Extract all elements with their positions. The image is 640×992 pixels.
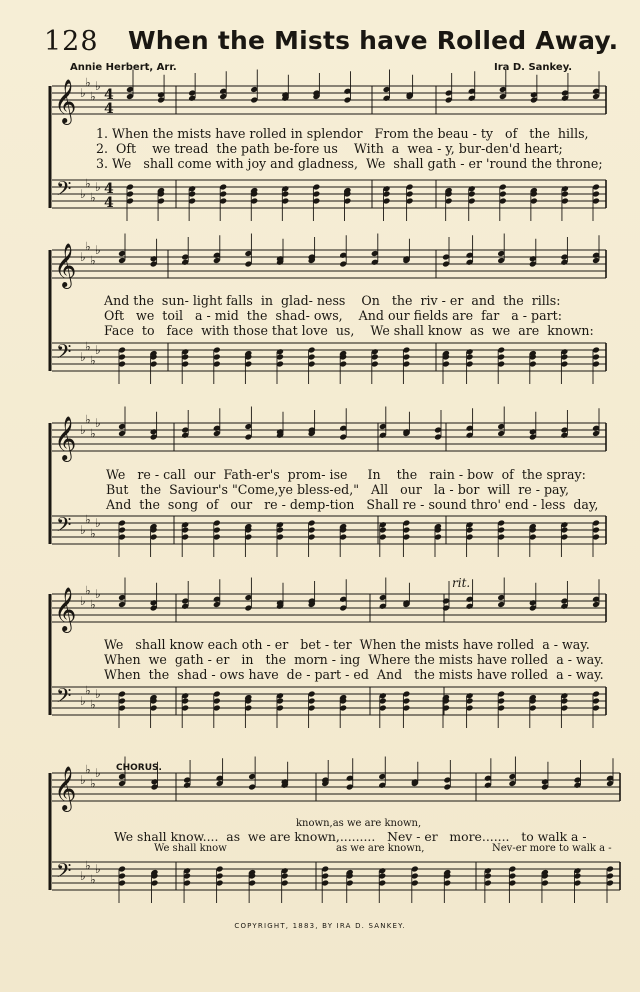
bass-staff — [52, 180, 606, 208]
chorus-alto-lyric: known,as we are known, — [296, 818, 422, 829]
flat-sign: ♭ — [85, 412, 91, 427]
flat-sign: ♭ — [95, 180, 101, 194]
flat-sign: ♭ — [85, 176, 91, 191]
flat-sign: ♭ — [85, 75, 91, 90]
lyric-system3-verse3: And the song of our re - demp-tion Shall re - sound thro' end - less day, — [106, 497, 599, 512]
flat-sign: ♭ — [85, 239, 91, 254]
flat-sign: ♭ — [90, 89, 96, 104]
bass-clef-icon: 𝄢 — [56, 340, 72, 368]
time-signature-digit: 4 — [104, 195, 114, 211]
flat-sign: ♭ — [95, 343, 101, 357]
flat-sign: ♭ — [80, 594, 86, 608]
flat-sign: ♭ — [80, 250, 86, 264]
copyright-notice: COPYRIGHT, 1883, BY IRA D. SANKEY. — [234, 922, 406, 930]
treble-clef-icon: 𝄞 — [54, 766, 77, 810]
flat-sign: ♭ — [90, 697, 96, 712]
flat-sign: ♭ — [85, 512, 91, 527]
lyric-system3-verse2: But the Saviour's "Come,ye bless-ed," All our la - bor will re - pay, — [106, 482, 569, 497]
flat-sign: ♭ — [80, 694, 86, 708]
treble-staff — [52, 423, 606, 451]
time-signature-digit: 4 — [104, 181, 114, 197]
flat-sign: ♭ — [90, 597, 96, 612]
flat-sign: ♭ — [90, 353, 96, 368]
hymn-number: 128 — [44, 26, 99, 57]
flat-sign: ♭ — [80, 869, 86, 883]
flat-sign: ♭ — [85, 583, 91, 598]
bass-clef-icon: 𝄢 — [56, 859, 72, 887]
hymn-title: When the Mists have Rolled Away. — [128, 26, 619, 55]
lyric-system4-verse1: We shall know each oth - er bet - ter When the mists have rolled a - way. — [104, 637, 590, 652]
chorus-bass-lyric-2: as we are known, — [336, 843, 425, 854]
chorus-main-lyric: We shall know.... as we are known,......... Nev - er more....... to walk a - — [114, 829, 587, 844]
treble-clef-icon: 𝄞 — [54, 243, 77, 287]
flat-sign: ♭ — [95, 243, 101, 257]
flat-sign: ♭ — [85, 858, 91, 873]
flat-sign: ♭ — [90, 253, 96, 268]
lyric-system4-verse2: When we gath - er in the morn - ing Where the mists have rolled a - way. — [104, 652, 604, 667]
flat-sign: ♭ — [95, 79, 101, 93]
flat-sign: ♭ — [95, 862, 101, 876]
chorus-label: CHORUS. — [116, 763, 162, 773]
music-credit: Ira D. Sankey. — [494, 62, 573, 73]
flat-sign: ♭ — [95, 766, 101, 780]
flat-sign: ♭ — [95, 587, 101, 601]
flat-sign: ♭ — [90, 190, 96, 205]
lyric-system4-verse3: When the shad - ows have de - part - ed And the mists have rolled a - way. — [104, 667, 604, 682]
bass-staff — [52, 343, 606, 371]
time-signature-digit: 4 — [104, 87, 114, 103]
flat-sign: ♭ — [85, 339, 91, 354]
treble-clef-icon: 𝄞 — [54, 79, 77, 123]
flat-sign: ♭ — [80, 86, 86, 100]
treble-staff — [52, 250, 606, 278]
flat-sign: ♭ — [95, 416, 101, 430]
flat-sign: ♭ — [85, 762, 91, 777]
ritardando-mark: rit. — [452, 576, 471, 590]
flat-sign: ♭ — [95, 687, 101, 701]
flat-sign: ♭ — [90, 872, 96, 887]
bass-staff — [52, 862, 620, 890]
flat-sign: ♭ — [85, 683, 91, 698]
treble-clef-icon: 𝄞 — [54, 416, 77, 460]
bass-clef-icon: 𝄢 — [56, 513, 72, 541]
flat-sign: ♭ — [80, 350, 86, 364]
bass-clef-icon: 𝄢 — [56, 684, 72, 712]
flat-sign: ♭ — [90, 426, 96, 441]
lyric-system1-verse1: 1. When the mists have rolled in splendor From the beau - ty of the hills, — [96, 126, 589, 141]
words-credit: Annie Herbert, Arr. — [70, 62, 177, 73]
bass-clef-icon: 𝄢 — [56, 177, 72, 205]
flat-sign: ♭ — [80, 423, 86, 437]
time-signature-digit: 4 — [104, 101, 114, 117]
flat-sign: ♭ — [80, 773, 86, 787]
treble-clef-icon: 𝄞 — [54, 587, 77, 631]
lyric-system2-verse1: And the sun- light falls in glad- ness On the riv - er and the rills: — [104, 293, 561, 308]
treble-staff — [52, 86, 606, 114]
treble-staff — [52, 773, 620, 801]
treble-staff — [52, 594, 606, 622]
lyric-system3-verse1: We re - call our Fath-er's prom- ise In the rain - bow of the spray: — [106, 467, 586, 482]
bass-staff — [52, 516, 606, 544]
flat-sign: ♭ — [90, 526, 96, 541]
lyric-system2-verse2: Oft we toil a - mid the shad- ows, And our fields are far a - part: — [104, 308, 562, 323]
flat-sign: ♭ — [80, 523, 86, 537]
bass-staff — [52, 687, 606, 715]
flat-sign: ♭ — [80, 187, 86, 201]
flat-sign: ♭ — [95, 516, 101, 530]
lyric-system2-verse3: Face to face with those that love us, We shall know as we are known: — [104, 323, 594, 338]
chorus-bass-lyric-1: We shall know — [154, 843, 227, 854]
chorus-bass-lyric-3: Nev-er more to walk a - — [492, 843, 612, 854]
flat-sign: ♭ — [90, 776, 96, 791]
lyric-system1-verse3: 3. We shall come with joy and gladness, We shall gath - er 'round the throne; — [96, 156, 603, 171]
lyric-system1-verse2: 2. Oft we tread the path be-fore us With a wea - y, bur-den'd heart; — [96, 141, 563, 156]
